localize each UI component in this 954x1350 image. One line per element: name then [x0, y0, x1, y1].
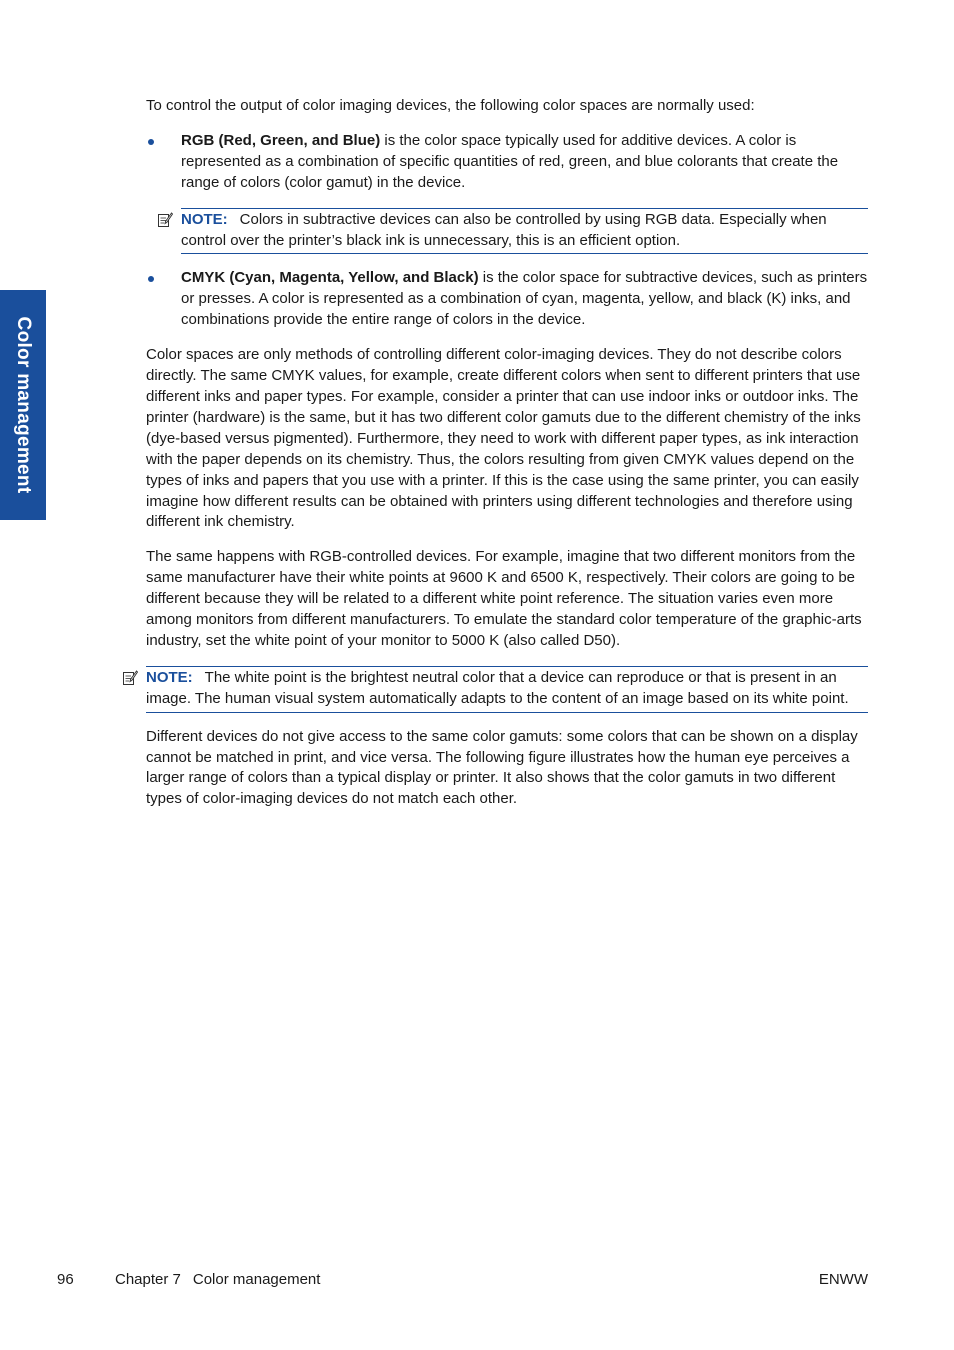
bullet-text: is the color space for subtractive devices, such as printers or presses. A color is represented as a combination of cyan, magenta, yellow, and black (K) inks, and combinations provide the entire range of colors in the device.: [181, 269, 868, 329]
color-spaces-paragraph: Color spaces are only methods of controlling different color-imaging devices. They do not describe colors directly. The same CMYK values, for example, create different colors when sent to different printers that use different inks and paper types. For example, consider a printer that can use indoor inks or outdoor inks. The printer (hardware) is the same, but it has two different color gamuts due to the different chemistry of the inks (dye-based versus pigmented). Furthermore, they need to work with different paper types, as ink interaction with the paper depends on its chemistry. Thus, the colors resulting from given CMYK values depend on the types of inks and papers that you use with a printer. If this is the case using the same printer, you can easily imagine how different results can be obtained with printers using different technologies and therefore using different ink chemistry.: [146, 346, 861, 531]
bullet-dot-icon: [148, 276, 154, 282]
note-icon: [122, 670, 138, 686]
note-label: NOTE:: [181, 210, 228, 228]
bullet-term: RGB (Red, Green, and Blue): [181, 131, 381, 149]
bullet-term: CMYK (Cyan, Magenta, Yellow, and Black): [181, 269, 479, 287]
gamut-paragraph: Different devices do not give access to the same color gamuts: some colors that can be shown on a display cannot be matched in print, and vice versa. The following figure illustrates how the human eye perceives a larger range of colors than a typical display or printer. It also shows that the color gamuts in two different types of color-imaging devices do not match each other.: [146, 727, 858, 808]
footer-chapter: [115, 1271, 320, 1288]
note-white-point: [146, 666, 868, 713]
side-tab-label: Color management: [13, 316, 34, 494]
bullet-dot-icon: [148, 139, 154, 145]
chapter-number: Chapter 7: [115, 1271, 181, 1288]
chapter-side-tab: [0, 290, 46, 520]
note-label: NOTE:: [146, 668, 193, 686]
footer-enww: ENWW: [818, 1271, 868, 1288]
bullet-cmyk: [146, 268, 868, 331]
note-icon: [157, 212, 173, 228]
page-number: 96: [57, 1271, 74, 1288]
note-text: The white point is the brightest neutral color that a device can reproduce or that is present in an image. The human visual system automatically adapts to the content of an image based on its white point.: [146, 668, 849, 707]
intro-paragraph: To control the output of color imaging devices, the following color spaces are normally used:: [146, 97, 755, 114]
bullet-rgb: [146, 131, 868, 194]
page-content: [146, 96, 868, 824]
bullet-text: is the color space typically used for additive devices. A color is represented as a combination of specific quantities of red, green, and blue colorants that create the range of colors (color gamut) in the device.: [181, 131, 839, 191]
note-text: Colors in subtractive devices can also be controlled by using RGB data. Especially when control over the printer’s black ink is unnecessary, this is an efficient option.: [181, 210, 827, 249]
rgb-devices-paragraph: The same happens with RGB-controlled devices. For example, imagine that two different monitors from the same manufacturer have their white points at 9600 K and 6500 K, respectively. Their colors are going to be different because they will be related to a different white point reference. The situation varies even more among monitors from different manufacturers. To emulate the standard color temperature of the graphic-arts industry, set the white point of your monitor to 5000 K (also called D50).: [146, 548, 862, 649]
note-rgb: [181, 208, 868, 255]
chapter-title: Color management: [192, 1271, 321, 1288]
